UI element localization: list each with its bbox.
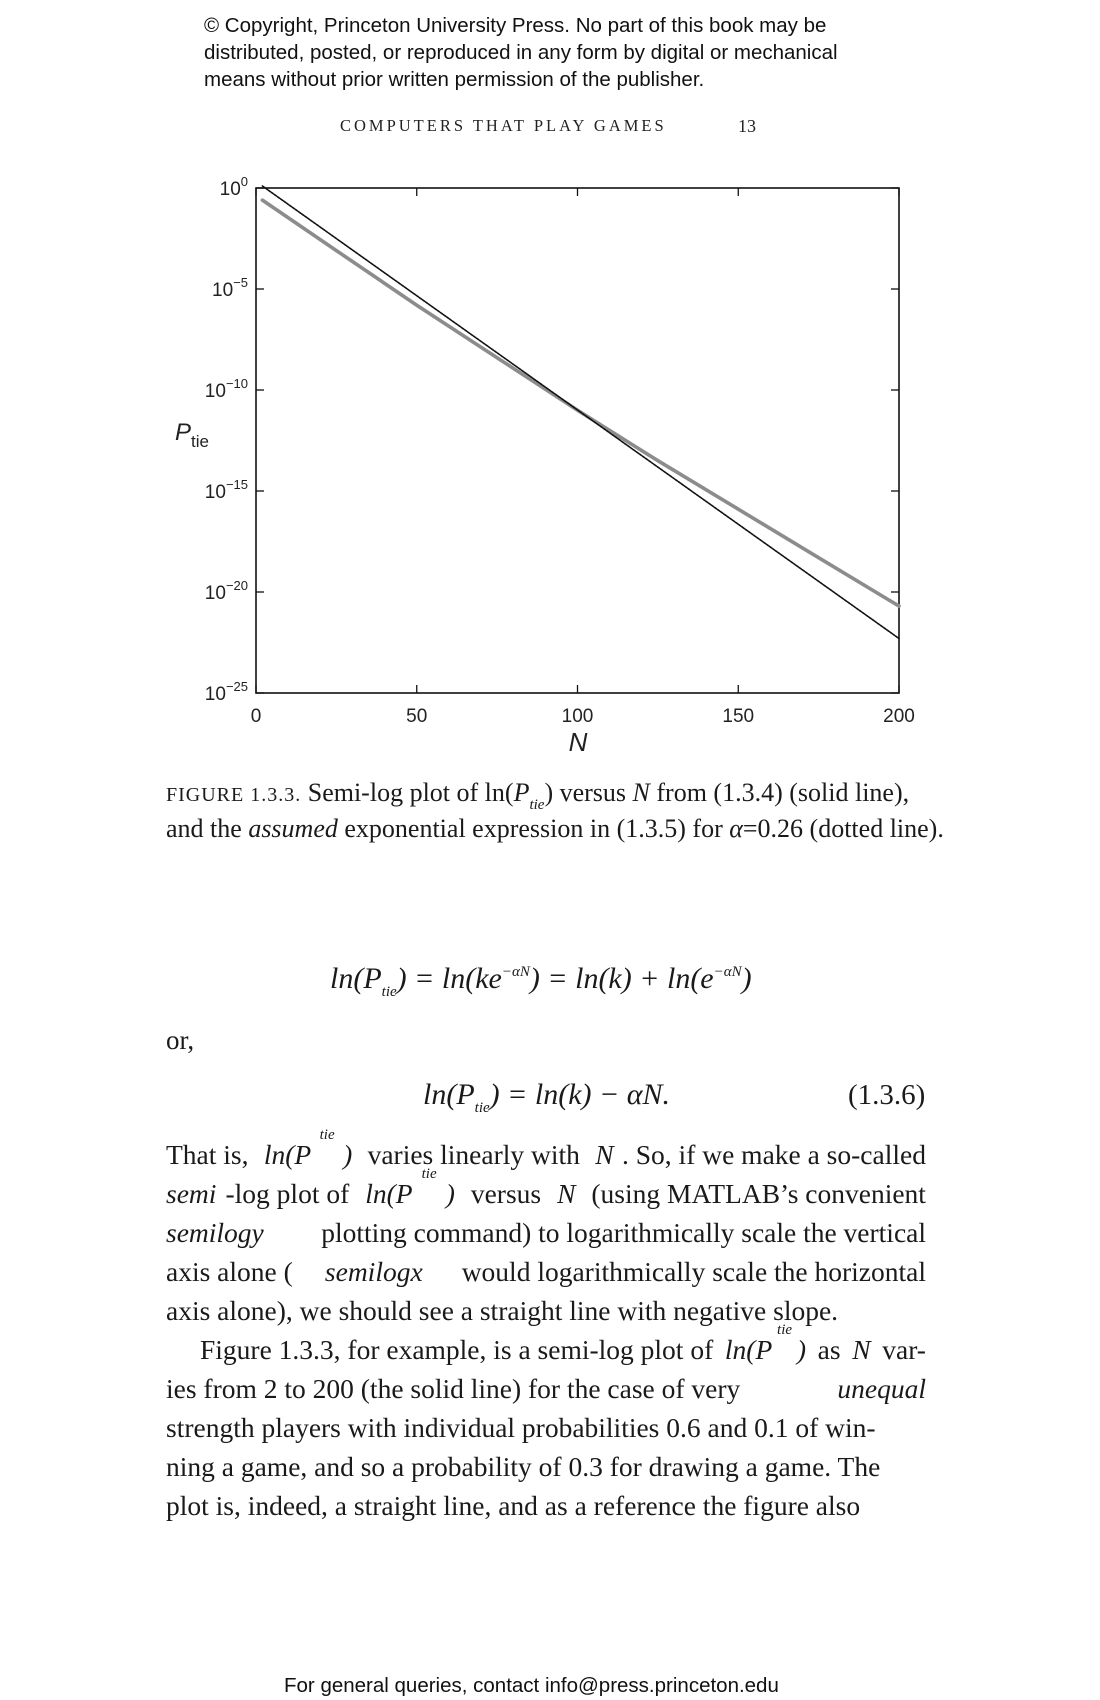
x-tick-label: 100 [561,706,594,727]
eq1-sup-1: −αN [501,964,530,980]
copyright-line-3: means without prior written permission of the publisher. [204,68,705,91]
plot-frame [256,188,899,693]
figure-caption [166,776,946,846]
body-line-1: That is, ln(P tie ) varies linearly with N . So, if we make a so-called [166,1127,926,1170]
eq1-sup-2: −αN [713,964,742,980]
equation-1 [330,962,752,1000]
series-lines [262,186,899,639]
caption-p: P [513,778,530,807]
caption-text-2: ) versus [544,778,633,807]
eq2-part-a: ln( [423,1078,457,1111]
eq1-sub: tie [381,984,397,1000]
eq2-sub: tie [474,1100,490,1116]
eq1-part-d: ) [741,962,752,995]
body-line-10: plot is, indeed, a straight line, and as a reference the figure also [166,1490,861,1521]
body-line-2: semi -log plot of ln(P tie ) versus N (using MATLAB’s convenient [166,1166,926,1209]
eq1-part-b: ) = ln(ke [396,962,502,995]
y-tick-label: $10^0$ [219,174,248,200]
eq2-p: P [456,1078,475,1111]
x-tick-label: 0 [250,706,262,727]
body-line-9: ning a game, and so a probability of 0.3 for drawing a game. The [166,1451,881,1482]
tick-labels [205,174,915,727]
x-axis-label: N [568,727,588,757]
caption-text-1: Semi-log plot of ln( [301,778,514,807]
copyright-line-2: distributed, posted, or reproduced in any form by digital or mechanical [204,41,838,64]
body-line-7: ies from 2 to 200 (the solid line) for the case of very unequal [166,1373,926,1404]
y-tick-label: $10^{-5}$ [212,275,248,301]
y-axis-label [175,419,209,451]
body-line-5: axis alone), we should see a straight line with negative slope. [166,1295,839,1326]
y-tick-label: $10^{-25}$ [204,679,248,705]
equation-2 [423,1078,671,1116]
solid-ptie-line [262,200,899,606]
y-axis-label-main: P [175,419,192,446]
y-tick-label: $10^{-20}$ [204,578,248,604]
caption-sub: tie [529,797,545,813]
y-tick-label: $10^{-15}$ [204,477,248,503]
caption-label: FIGURE 1.3.3. [166,784,302,806]
footer-contact: For general queries, contact info@press.princeton.edu [284,1674,779,1697]
running-head: COMPUTERS THAT PLAY GAMES [340,116,667,135]
semilog-chart [0,0,1100,760]
y-axis-label-sub: tie [191,432,209,451]
caption-text-5: =0.26 (dotted line). [742,814,944,843]
caption-text-3: from (1.3.4) (solid line), and the [166,778,910,843]
eq1-part-a: ln( [330,962,364,995]
caption-assumed: assumed [248,814,338,843]
body-line-8: strength players with individual probabilities 0.6 and 0.1 of win- [166,1412,876,1443]
axis-ticks [256,188,899,693]
body-line-6: Figure 1.3.3, for example, is a semi-log plot of ln(P tie ) as N var- [200,1322,926,1365]
caption-n: N [632,778,650,807]
page-number: 13 [738,116,756,136]
or-text: or, [166,1025,195,1055]
eq1-p: P [363,962,382,995]
caption-alpha: α [729,814,743,843]
body-paragraph [166,1127,926,1525]
body-line-4: axis alone ( semilogx would logarithmically scale the horizontal [166,1256,926,1287]
x-tick-label: 200 [883,706,915,727]
copyright-line-1: © Copyright, Princeton University Press. No part of this book may be [204,14,827,37]
x-tick-label: 150 [722,706,755,727]
eq2-part-b: ) = ln(k) − αN. [489,1078,671,1111]
plot-area-frame [256,188,899,693]
caption-text-4: exponential expression in (1.3.5) for [337,814,730,843]
y-tick-label: $10^{-10}$ [204,376,248,402]
body-line-3: semilogy plotting command) to logarithmically scale the vertical [166,1217,926,1248]
eq1-part-c: ) = ln(k) + ln(e [529,962,714,995]
x-tick-label: 50 [406,706,428,727]
equation-number: (1.3.6) [848,1079,926,1111]
dotted-reference-line [262,186,899,639]
